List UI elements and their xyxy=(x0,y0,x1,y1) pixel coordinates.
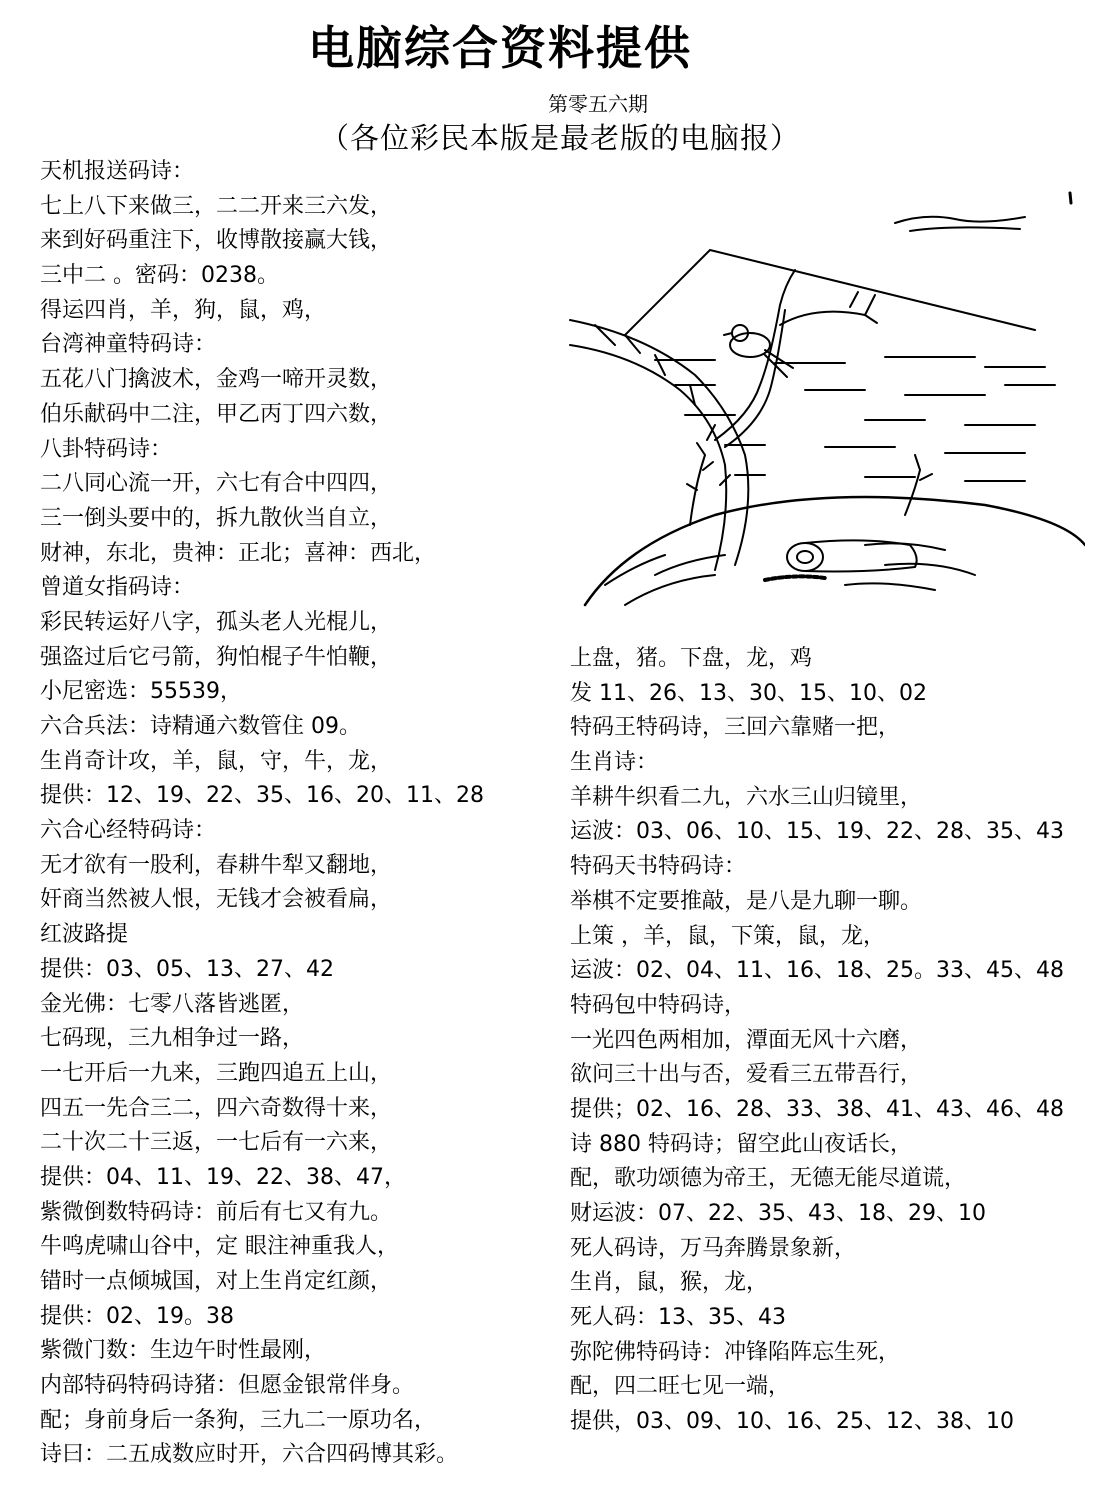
text-line: 生肖，鼠，猴，龙， xyxy=(570,1270,769,1296)
text-line: 错时一点倾城国，对上生肖定红颜， xyxy=(40,1269,393,1294)
text-line: 提供；02、16、28、33、38、41、43、46、48 xyxy=(570,1096,1064,1122)
text-line: 紫微倒数特码诗：前后有七又有九。 xyxy=(40,1199,393,1225)
right-column xyxy=(570,642,1064,1440)
text-line: 提供：04、11、19、22、38、47， xyxy=(40,1164,406,1190)
text-line: 弥陀佛特码诗：冲锋陷阵忘生死， xyxy=(570,1339,901,1365)
text-line: 三中二 。密码：0238。 xyxy=(40,263,279,289)
page-title: 电脑综合资料提供 xyxy=(308,21,692,75)
text-line: 一光四色两相加，潭面无风十六磨， xyxy=(570,1027,923,1053)
text-line: 提供：12、19、22、35、16、20、11、28 xyxy=(40,783,484,809)
issue-number: 第零五六期 xyxy=(548,92,648,116)
text-line: 二十次二十三返，一七后有一六来， xyxy=(40,1130,393,1156)
text-line: 内部特码特码诗猪：但愿金银常伴身。 xyxy=(40,1373,415,1399)
subtitle: （各位彩民本版是最老版的电脑报） xyxy=(320,121,801,155)
left-column xyxy=(40,155,484,1473)
text-line: 一七开后一九来，三跑四追五上山， xyxy=(40,1060,393,1086)
text-line: 上策 ，羊，鼠，下策，鼠，龙， xyxy=(570,923,885,949)
text-line: 特码包中特码诗， xyxy=(570,992,747,1018)
text-line: 五花八门擒波术，金鸡一啼开灵数， xyxy=(40,367,393,393)
text-line: 七码现，三九相争过一路， xyxy=(40,1026,305,1052)
text-line: 配，歌功颂德为帝王，无德无能尽道谎， xyxy=(570,1166,967,1192)
text-line: 提供，03、09、10、16、25、12、38、10 xyxy=(570,1409,1014,1435)
text-line: 二八同心流一开，六七有合中四四， xyxy=(40,471,393,497)
text-line: 强盗过后它弓箭，狗怕棍子牛怕鞭， xyxy=(40,644,393,670)
text-line: 上盘，猪。下盘，龙，鸡 xyxy=(570,646,813,671)
text-line: 生肖诗： xyxy=(570,750,659,776)
text-line: 运波：03、06、10、15、19、22、28、35、43 xyxy=(570,819,1064,845)
text-line: 伯乐献码中二注，甲乙丙丁四六数， xyxy=(40,401,393,427)
text-line: 金光佛：七零八落皆逃匿， xyxy=(40,991,305,1017)
text-line: 小尼密选：55539， xyxy=(40,679,242,705)
text-line: 特码天书特码诗： xyxy=(570,854,747,880)
text-line: 羊耕牛织看二九，六水三山归镜里， xyxy=(570,784,923,810)
text-line: 天机报送码诗： xyxy=(40,159,195,184)
text-line: 欲问三十出与否，爱看三五带吾行， xyxy=(570,1062,923,1088)
text-line: 诗曰：二五成数应时开，六合四码博其彩。 xyxy=(40,1442,459,1468)
text-line: 奸商当然被人恨，无钱才会被看扁， xyxy=(40,887,393,913)
text-line: 举棋不定要推敲，是八是九聊一聊。 xyxy=(570,888,923,914)
text-line: 死人码：13、35、43 xyxy=(570,1305,786,1331)
text-line: 财神，东北，贵神：正北；喜神：西北， xyxy=(40,540,437,566)
text-line: 发 11、26、13、30、15、10、02 xyxy=(570,680,927,706)
text-line: 曾道女指码诗： xyxy=(40,575,195,601)
text-line: 得运四肖，羊，狗，鼠，鸡， xyxy=(40,297,327,323)
text-line: 无才欲有一股利，春耕牛犁又翻地， xyxy=(40,852,393,878)
text-line: 提供：02、19。38 xyxy=(40,1303,234,1329)
text-line: 配，四二旺七见一端， xyxy=(570,1374,791,1400)
text-line: 三一倒头要中的，拆九散伙当自立， xyxy=(40,505,393,531)
text-line: 特码王特码诗，三回六靠赌一把， xyxy=(570,715,901,741)
text-line: 紫微门数：生边午时性最刚， xyxy=(40,1338,327,1364)
text-line: 死人码诗，万马奔腾景象新， xyxy=(570,1235,857,1261)
text-line: 运波：02、04、11、16、18、25。33、45、48 xyxy=(570,958,1064,984)
text-line: 提供：03、05、13、27、42 xyxy=(40,956,334,982)
text-line: 来到好码重注下，收博散接赢大钱， xyxy=(40,228,393,254)
text-line: 七上八下来做三，二二开来三六发， xyxy=(40,193,393,219)
text-line: 彩民转运好八字，孤头老人光棍儿， xyxy=(40,609,393,635)
text-line: 诗 880 特码诗；留空此山夜话长， xyxy=(570,1131,912,1157)
text-line: 财运波：07、22、35、43、18、29、10 xyxy=(570,1201,986,1226)
text-line: 牛鸣虎啸山谷中，定 眼注神重我人， xyxy=(40,1234,399,1260)
text-line: 六合兵法：诗精通六数管住 09。 xyxy=(40,714,361,739)
text-line: 配；身前身后一条狗，三九二一原功名， xyxy=(40,1407,437,1433)
text-line: 生肖奇计攻，羊，鼠，守，牛，龙， xyxy=(40,748,393,774)
bird-on-tree-illustration xyxy=(565,185,1085,635)
text-line: 四五一先合三二，四六奇数得十来， xyxy=(40,1095,393,1121)
text-line: 台湾神童特码诗： xyxy=(40,332,217,358)
text-line: 红波路提 xyxy=(40,922,129,948)
text-line: 六合心经特码诗： xyxy=(40,818,217,844)
text-line: 八卦特码诗： xyxy=(40,436,173,462)
